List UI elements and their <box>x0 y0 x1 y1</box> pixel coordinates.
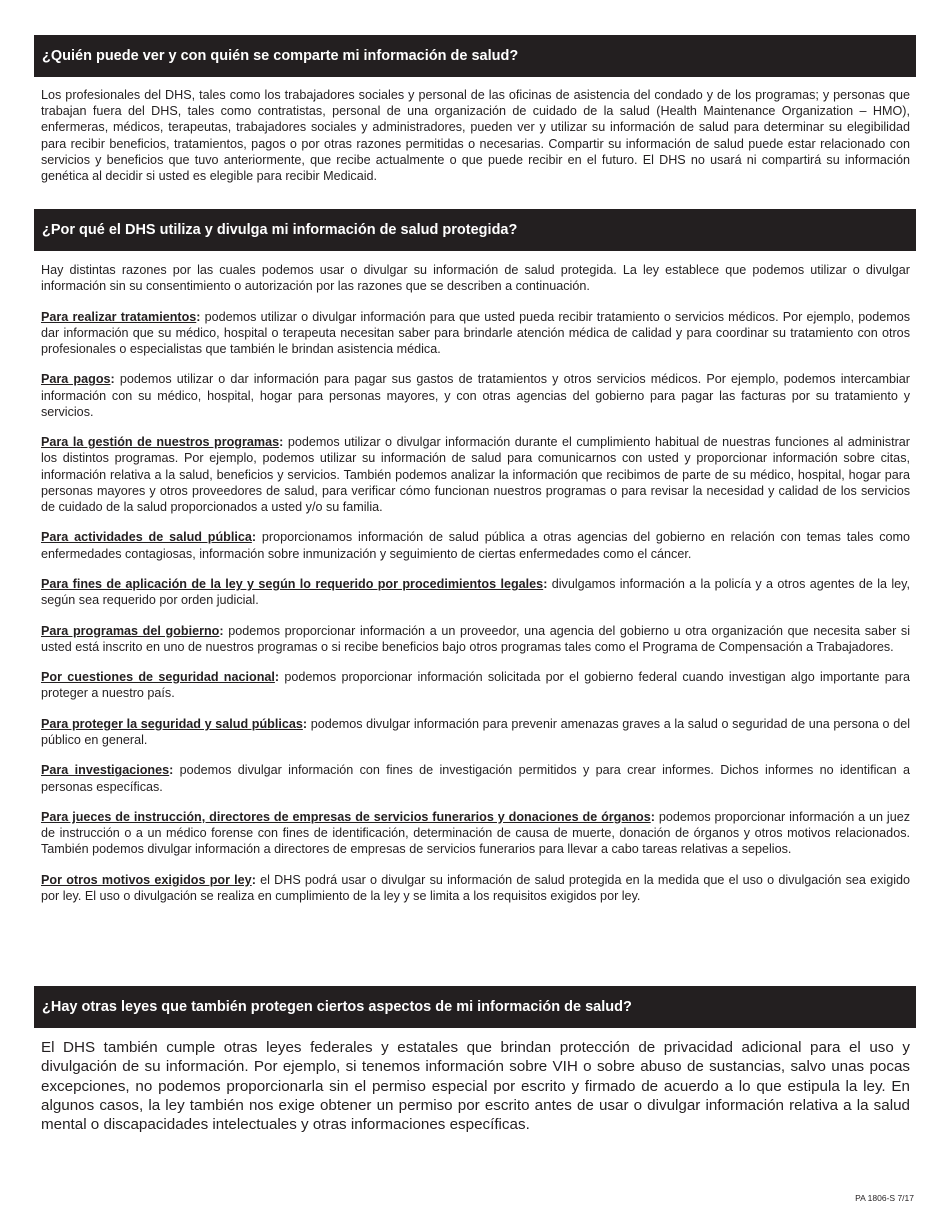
section-heading-other-laws <box>34 986 916 1028</box>
reason-term: Para pagos <box>41 372 111 387</box>
section-body-other-laws <box>41 1038 910 1149</box>
section-body-why-dhs-uses <box>41 262 910 918</box>
reason-paragraph <box>41 872 910 904</box>
reason-term: Para programas del gobierno <box>41 623 220 638</box>
reason-paragraph <box>41 623 910 655</box>
reason-text: podemos divulgar información con fines de investigación permitidos y para crear informes. Dichos informes no identifican a personas específicas. <box>41 763 910 794</box>
reason-colon: : <box>169 763 174 778</box>
reason-text: podemos utilizar o divulgar información durante el cumplimiento habitual de nuestras funciones al administrar los distintos programas. Por ejemplo, podemos utilizar su información de salud para comunicarnos con usted y proporcionar información sobre citas, información relativa a la salud, beneficios y servicios. También podemos analizar la información que recibimos de parte de su médico, hospital, hogar para personas mayores y otros proveedores de salud, para verificar cómo funcionan nuestros programas o para revisar la necesidad y calidad de los servicios de cuidado de la salud proporcionados a usted y/o su familia. <box>41 435 910 514</box>
reason-paragraph <box>41 809 910 858</box>
reason-text: podemos utilizar o dar información para pagar sus gastos de tratamientos y otros servicios médicos. Por ejemplo, podemos intercambiar información con su médico, hospital, hogar para personas mayores, y con otras agencias del gobierno para pagar las facturas por su tratamiento y servicios. <box>41 372 910 419</box>
reason-colon: : <box>302 716 308 731</box>
reason-term: Para jueces de instrucción, directores de empresas de servicios funerarios y donaciones de órganos <box>41 809 651 824</box>
section-body-who-can-see <box>41 87 910 198</box>
section-heading-text: ¿Quién puede ver y con quién se comparte mi información de salud? <box>42 48 519 64</box>
reason-text: proporcionamos información de salud pública a otras agencias del gobierno en relación con temas tales como enfermedades contagiosas, información sobre inmunización y seguimiento de ciertas enfermedades como el cáncer. <box>41 530 910 561</box>
reason-text: el DHS podrá usar o divulgar su información de salud protegida en la medida que el uso o divulgación sea exigido por ley. El uso o divulgación se realiza en cumplimiento de la ley y se limita a los requisitos exigidos por ley. <box>41 872 910 903</box>
reason-term: Para investigaciones <box>41 763 170 778</box>
form-number: PA 1806-S 7/17 <box>855 1193 914 1203</box>
reason-paragraph <box>41 576 910 608</box>
reason-term: Para proteger la seguridad y salud públicas <box>41 716 303 731</box>
reason-term: Para realizar tratamientos <box>41 309 197 324</box>
paragraph: El DHS también cumple otras leyes federales y estatales que brindan protección de privacidad adicional para el uso y divulgación de su información. Por ejemplo, si tenemos información sobre VIH o sobre abuso de sustancias, salvo unas pocas excepciones, no podemos proporcionarla sin el permiso especial por escrito y firmado de acuerdo a lo que estipula la ley. En algunos casos, la ley también nos exige obtener un permiso por escrito antes de usar o divulgar información relativa a la salud mental o discapacidades intelectuales y otras informaciones específicas. <box>41 1039 910 1134</box>
reason-text: podemos utilizar o divulgar información para que usted pueda recibir tratamiento o servicios médicos. Por ejemplo, podemos dar información que su médico, hospital o terapeuta necesitan saber para brindarle atención médica de calidad y para coordinar su tratamiento con otros profesionales o especialistas que también le brindan asistencia médica. <box>41 309 910 356</box>
reason-paragraph <box>41 434 910 515</box>
reason-text: podemos proporcionar información solicitada por el gobierno federal cuando investigan algo importante para proteger a nuestro país. <box>41 670 911 701</box>
reason-colon: : <box>274 670 280 685</box>
reason-paragraph <box>41 309 910 358</box>
paragraph: Los profesionales del DHS, tales como los trabajadores sociales y personal de las oficinas de asistencia del condado y de los programas; y personas que trabajan fuera del DHS, tales como contratistas, personal de una organización de cuidado de la salud (Health Maintenance Organization – HMO), enfermeras, médicos, terapeutas, trabajadores sociales y administradores, pueden ver y utilizar su información de salud para determinar su elegibilidad para recibir beneficios, tratamientos, pagos o por otras razones permitidas o necesarias. Compartir su información de salud puede estar relacionado con servicios y beneficios que tuvo anteriormente, que recibe actualmente o que puede recibir en el futuro. El DHS no usará ni compartirá su información genética al decidir si usted es elegible para recibir Medicaid. <box>41 88 910 184</box>
reason-colon: : <box>279 435 284 450</box>
reason-text: podemos proporcionar información a un juez de instrucción o a un médico forense con fines de identificación, determinación de causa de muerte, donación de órganos y otros motivos relacionados. También podemos divulgar información a directores de empresas de servicios funerarios para llevar a cabo tareas relativas a sepelios. <box>41 809 911 857</box>
reason-paragraph <box>41 762 910 794</box>
reason-paragraph <box>41 669 910 701</box>
reason-colon: : <box>251 872 256 887</box>
section-heading-why-dhs-uses <box>34 209 916 251</box>
reason-paragraph <box>41 529 910 561</box>
reason-text: podemos divulgar información para prevenir amenazas graves a la salud o seguridad de una persona o del público en general. <box>41 716 910 747</box>
reason-colon: : <box>219 623 224 638</box>
section-heading-who-can-see <box>34 35 916 77</box>
reason-paragraph <box>41 371 910 420</box>
intro-paragraph: Hay distintas razones por las cuales podemos usar o divulgar su información de salud protegida. La ley establece que podemos utilizar o divulgar información sin su consentimiento o autorización por las razones que se describen a continuación. <box>41 263 910 294</box>
reason-colon: : <box>251 530 257 545</box>
reason-text: podemos proporcionar información a un proveedor, una agencia del gobierno u otra organización que necesita saber si usted está inscrito en uno de nuestros programas o si recibe beneficios bajo otros programas tales como el Programa de Compensación a Trabajadores. <box>41 623 910 654</box>
reason-colon: : <box>543 576 548 591</box>
reason-term: Para actividades de salud pública <box>41 530 252 545</box>
reason-term: Para la gestión de nuestros programas <box>41 435 280 450</box>
reason-colon: : <box>196 309 201 324</box>
reason-term: Para fines de aplicación de la ley y según lo requerido por procedimientos legales <box>41 576 544 591</box>
reason-colon: : <box>110 372 115 387</box>
reason-term: Por otros motivos exigidos por ley <box>41 872 252 887</box>
reason-colon: : <box>650 809 655 824</box>
reason-paragraph <box>41 716 910 748</box>
section-heading-text: ¿Por qué el DHS utiliza y divulga mi información de salud protegida? <box>42 222 518 238</box>
section-heading-text: ¿Hay otras leyes que también protegen ciertos aspectos de mi información de salud? <box>42 999 632 1015</box>
reason-text: divulgamos información a la policía y a otros agentes de la ley, según sea requerido por orden judicial. <box>41 576 910 608</box>
reason-term: Por cuestiones de seguridad nacional <box>41 670 275 685</box>
